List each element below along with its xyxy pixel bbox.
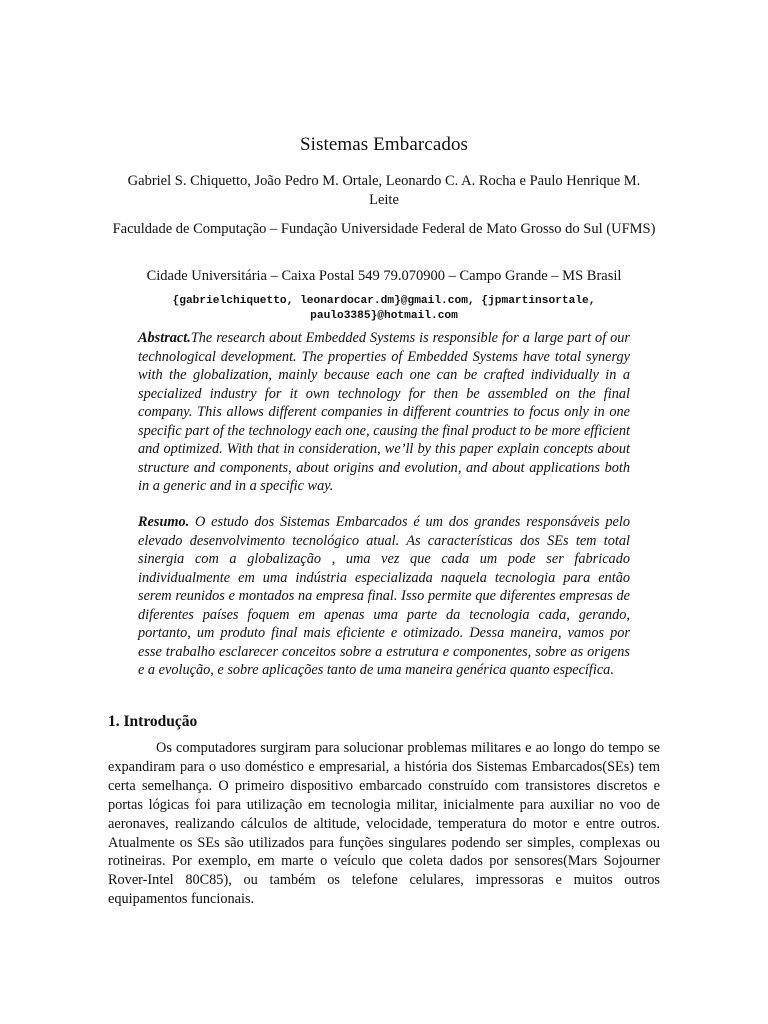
resumo-block xyxy=(138,513,630,680)
paper-title: Sistemas Embarcados xyxy=(299,134,469,155)
section-paragraph: Os computadores surgiram para solucionar problemas militares e ao longo do tempo se expandiram para o uso doméstico e empresarial, a história dos Sistemas Embarcados(SEs) tem certa semelhança. O primeiro dispositivo embarcado construído com transistores discretos e portas lógicas foi para utilização em tecnologia militar, inicialmente para auxiliar no voo de aeronaves, realizando cálculos de altitude, velocidade, temperatura do motor e entre outros. Atualmente os SEs são utilizados para funções singulares podendo ser simples, complexas ou rotineiras. Por exemplo, em marte o veículo que coleta dados por sensores(Mars Sojourner Rover-Intel 80C85), ou também os telefone celulares, impressoras e muitos outros equipamentos funcionais. xyxy=(108,740,660,908)
abstract-block xyxy=(138,329,630,496)
section-heading-introducao: 1. Introdução xyxy=(108,713,198,730)
paper-authors: Gabriel S. Chiquetto, João Pedro M. Ortale, Leonardo C. A. Rocha e Paulo Henrique M. Leite xyxy=(127,173,641,208)
abstract-label: Abstract. xyxy=(138,330,191,346)
paper-affiliation: Faculdade de Computação – Fundação Universidade Federal de Mato Grosso do Sul (UFMS) xyxy=(112,221,656,237)
resumo-label: Resumo. xyxy=(138,514,190,530)
resumo-text: O estudo dos Sistemas Embarcados é um dos grandes responsáveis pelo elevado desenvolvimento tecnológico atual. As características dos SEs tem total sinergia com a globalização , uma vez que cada um pode ser fabricado individualmente em uma indústria especializada naquela tecnologia para então serem reunidos e montados na empresa final. Isso permite que diferentes empresas de diferentes países foquem em apenas uma parte da tecnologia cada, gerando, portanto, um produto final mais eficiente e otimizado. Dessa maneira, vamos por esse trabalho esclarecer conceitos sobre a estrutura e componentes, sobre as origens e a evolução, e sobre aplicações tanto de uma maneira genérica quanto específica. xyxy=(138,514,630,678)
paper-address: Cidade Universitária – Caixa Postal 549 79.070900 – Campo Grande – MS Brasil xyxy=(146,268,622,284)
paper-emails: {gabrielchiquetto, leonardocar.dm}@gmail.com, {jpmartinsortale, paulo3385}@hotmail.com xyxy=(172,295,596,322)
abstract-text: The research about Embedded Systems is responsible for a large part of our technological development. The properties of Embedded Systems have total synergy with the globalization, mainly because each one can be crafted individually in a specialized industry for it own technology for then be assembled on the final company. This allows different companies in different countries to focus only in one specific part of the technology each one, causing the final product to be more efficient and optimized. With that in consideration, we’ll by this paper explain concepts about structure and components, about origins and evolution, and about applications both in a generic and in a specific way. xyxy=(138,330,630,494)
